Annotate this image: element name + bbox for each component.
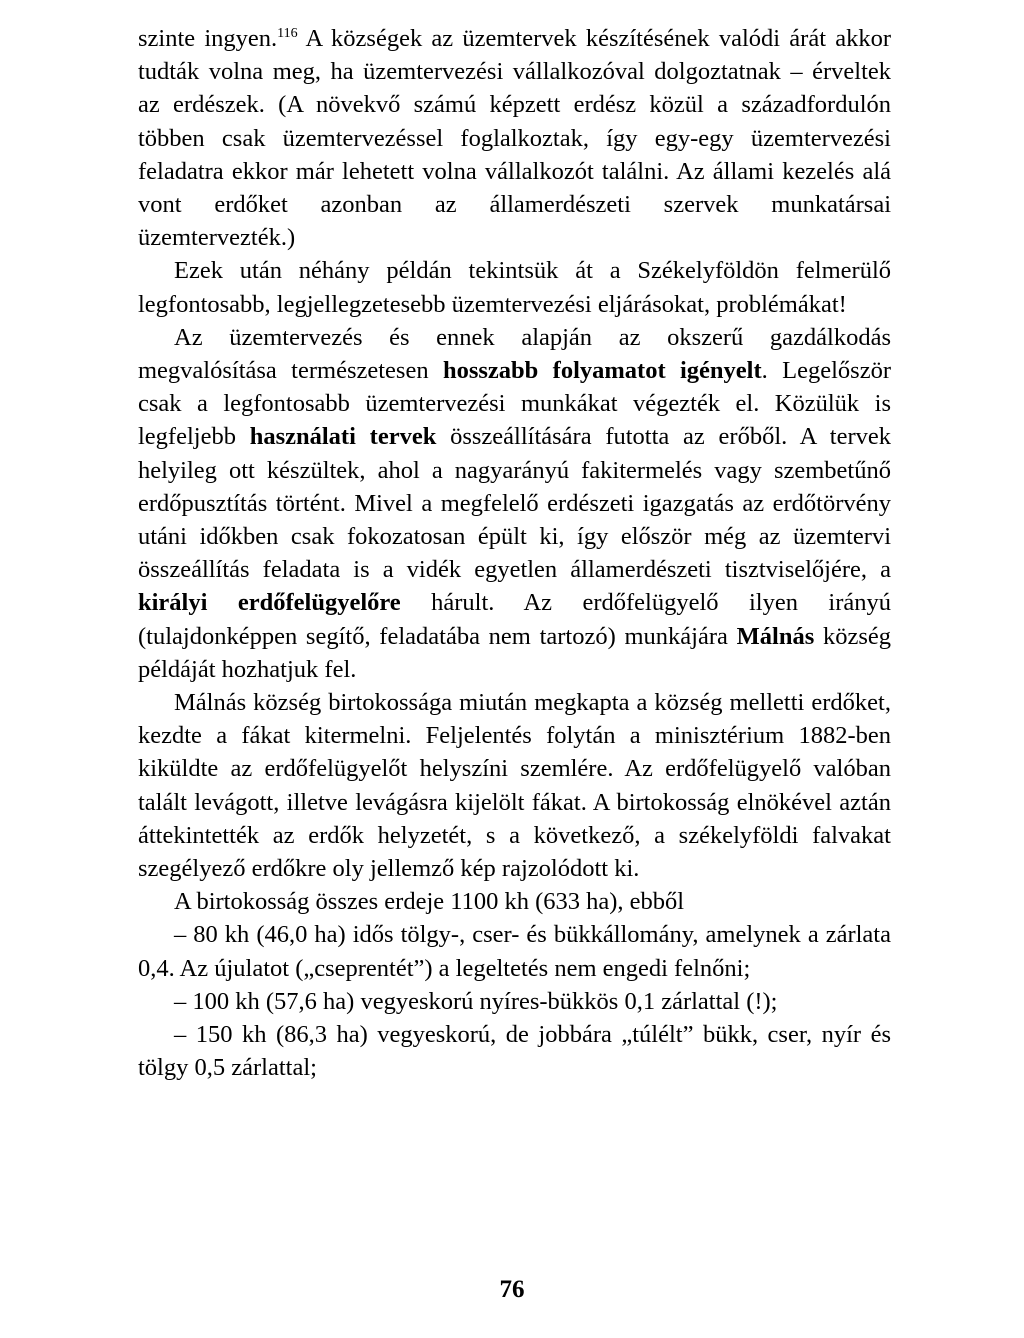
paragraph-3-text-a: Az üzemtervezés és ennek alapján az okszerű gazdálkodás megvalósítása természetesen — [138, 323, 891, 385]
paragraph-3-text-g: hárult. Az erdőfelügyelő ilyen irányú (tulajdonképpen segítő, feladatába nem tartozó) munkájára — [138, 589, 891, 650]
emphasis-hosszabb-folyamat: hosszabb folyamatot igényelt — [442, 357, 762, 385]
paragraph-3-text-i: község példáját hozhatjuk fel. — [138, 622, 891, 683]
emphasis-kiralyi-erdofelugyelo: királyi erdőfelügyelőre — [138, 589, 401, 617]
paragraph-2: Ezek után néhány példán tekintsük át a Székelyföldön felmerülő legfontosabb, legjellegzetesebb üzemtervezési eljárásokat, problémákat! — [138, 257, 891, 318]
emphasis-malnas: Málnás — [736, 622, 815, 650]
list-item: – 80 kh (46,0 ha) idős tölgy-, cser- és bükkállomány, amelynek a zárlata 0,4. Az újulatot („cseprentét”) a legeltetés nem engedi felnőni; — [138, 921, 891, 982]
footnote-ref: 116 — [277, 26, 298, 41]
paragraph-3-text-e: összeállítására futotta az erőből. A tervek helyileg ott készültek, ahol a nagyarányú fakitermelés vagy szembetűnő erdőpusztítás történt. Mivel a megfelelő erdészeti igazgatás az erdőtörvény utáni időkben csak fokozatosan épült ki, így először még az üzemtervi összeállítás feladata is a vidék egyetlen államerdészeti tisztviselőjére, a — [138, 423, 892, 584]
paragraph-1-text-a: szinte ingyen. — [138, 25, 278, 52]
page-number: 76 — [499, 1276, 525, 1303]
emphasis-hasznalati-tervek: használati tervek — [249, 423, 437, 451]
paragraph-1-text-b: A községek az üzemtervek készítésének valódi árát akkor tudták volna meg, ha üzemtervezési vállalkozóval dolgoztatnak – érveltek az erdészek. (A növekvő számú képzett erdész közül a századfordulón többen csak üzemtervezéssel foglalkoztak, így egy-egy üzemtervezési feladatra ekkor már lehetett volna vállalkozót találni. Az állami kezelés alá vont erdőket azonban az államerdészeti szervek munkatársai üzemtervezték.) — [138, 25, 891, 252]
paragraph-3-text-c: . Legelőször csak a legfontosabb üzemtervezési munkákat végezték el. Közülük is legfeljebb — [138, 357, 892, 451]
paragraph-3 — [138, 321, 891, 686]
paragraph-1 — [138, 22, 891, 254]
paragraph-4: Málnás község birtokossága miután megkapta a község melletti erdőket, kezdte a fákat kitermelni. Feljelentés folytán a minisztérium 1882-ben kiküldte az erdőfelügyelőt helyszíni szemlére. Az erdőfelügyelő valóban talált levágott, illetve levágásra kijelölt fákat. A birtokosság elnökével aztán áttekintették az erdők helyzetét, s a következő, a székelyföldi falvakat szegélyező erdőkre oly jellemző kép rajzolódott ki. — [138, 689, 891, 883]
list-item: – 100 kh (57,6 ha) vegyeskorú nyíres-bükkös 0,1 zárlattal (!); — [174, 987, 778, 1015]
page-body — [138, 22, 891, 1085]
list-item: – 150 kh (86,3 ha) vegyeskorú, de jobbára „túlélt” bükk, cser, nyír és tölgy 0,5 zárlattal; — [138, 1021, 891, 1082]
paragraph-5: A birtokosság összes erdeje 1100 kh (633 ha), ebből — [174, 888, 685, 916]
